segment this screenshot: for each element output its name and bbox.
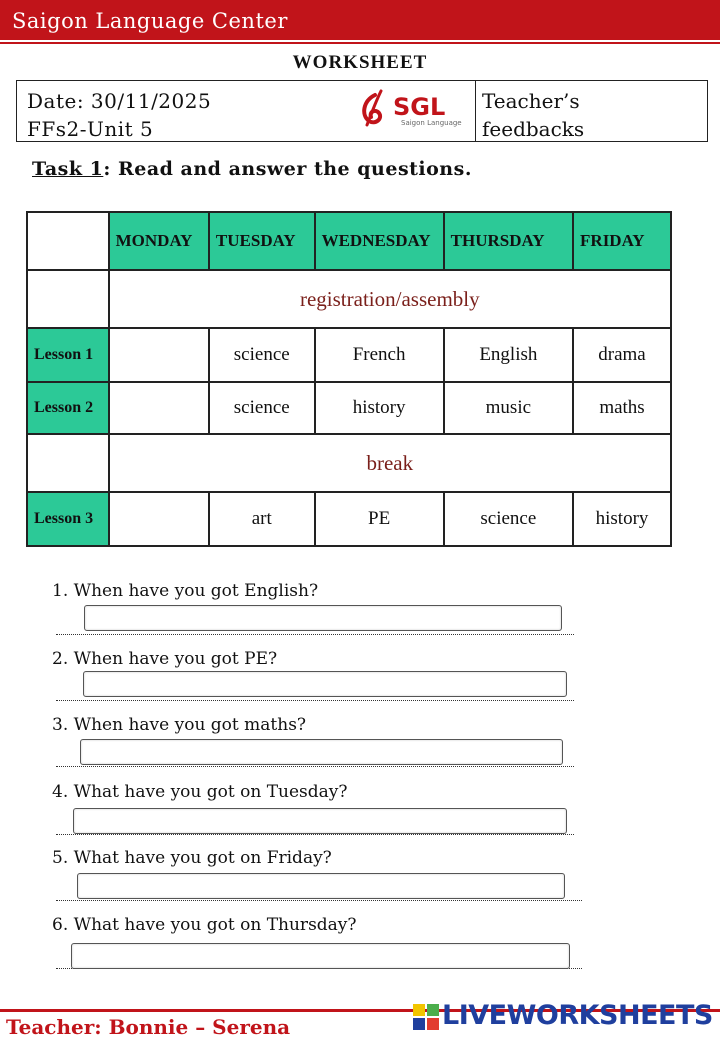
lesson-cell: PE (315, 492, 444, 546)
info-box (16, 80, 708, 142)
question-6: 6. What have you got on Thursday? (52, 915, 357, 935)
lesson-cell: maths (573, 382, 671, 434)
lesson-row (27, 492, 671, 546)
break-row (27, 434, 671, 492)
lesson-label: Lesson 1 (27, 328, 109, 382)
date-text: Date: 30/11/2025 (27, 89, 212, 113)
question-4: 4. What have you got on Tuesday? (52, 782, 348, 802)
teacher-name: Teacher: Bonnie – Serena (6, 1015, 291, 1039)
answer-input-4[interactable] (73, 808, 567, 834)
question-3: 3. When have you got maths? (52, 715, 307, 735)
unit-text: FFs2-Unit 5 (27, 117, 154, 141)
logo-subtext: Saigon Language (401, 119, 462, 127)
day-monday: MONDAY (109, 212, 209, 270)
feedback-label: Teacher’s feedbacks (482, 89, 585, 141)
lesson-cell: art (209, 492, 315, 546)
question-1: 1. When have you got English? (52, 581, 319, 601)
center-name: Saigon Language Center (12, 9, 288, 33)
day-thursday: THURSDAY (444, 212, 573, 270)
timetable (26, 211, 672, 547)
lesson-cell: science (444, 492, 573, 546)
header-bar (0, 0, 720, 40)
header-underline (0, 42, 720, 44)
task-label: Task 1 (32, 158, 104, 180)
info-left (27, 87, 211, 143)
lesson-cell (109, 328, 209, 382)
sgl-logo-icon (357, 85, 467, 137)
lesson-cell: history (315, 382, 444, 434)
lesson-cell: science (209, 328, 315, 382)
lesson-label: Lesson 2 (27, 382, 109, 434)
sgl-logo (357, 85, 467, 137)
question-5: 5. What have you got on Friday? (52, 848, 332, 868)
break-cell: break (109, 434, 671, 492)
lesson-cell: music (444, 382, 573, 434)
lesson-cell: history (573, 492, 671, 546)
corner-cell (27, 212, 109, 270)
lesson-label: Lesson 3 (27, 492, 109, 546)
worksheet-title: WORKSHEET (292, 52, 428, 73)
lesson-cell: science (209, 382, 315, 434)
feedback-cell (475, 81, 708, 141)
lesson-cell: English (444, 328, 573, 382)
task-text: : Read and answer the questions. (103, 158, 472, 180)
lesson-cell: drama (573, 328, 671, 382)
lesson-cell (109, 492, 209, 546)
lesson-cell (109, 382, 209, 434)
liveworksheets-logo (412, 1000, 712, 1034)
answer-input-6[interactable] (71, 943, 570, 969)
liveworksheets-icon (412, 1003, 440, 1031)
break-label-cell (27, 434, 109, 492)
lesson-row (27, 382, 671, 434)
day-friday: FRIDAY (573, 212, 671, 270)
lesson-cell: French (315, 328, 444, 382)
answer-input-5[interactable] (77, 873, 565, 899)
registration-cell: registration/assembly (109, 270, 671, 328)
logo-text: SGL (393, 93, 446, 121)
answer-input-1[interactable] (84, 605, 562, 631)
answer-input-2[interactable] (83, 671, 567, 697)
lesson-row (27, 328, 671, 382)
day-tuesday: TUESDAY (209, 212, 315, 270)
timetable-header-row (27, 212, 671, 270)
day-wednesday: WEDNESDAY (315, 212, 444, 270)
question-2: 2. When have you got PE? (52, 649, 278, 669)
registration-label-cell (27, 270, 109, 328)
answer-input-3[interactable] (80, 739, 563, 765)
liveworksheets-text: LIVEWORKSHEETS (442, 1000, 713, 1031)
registration-row (27, 270, 671, 328)
task-heading (32, 158, 472, 180)
